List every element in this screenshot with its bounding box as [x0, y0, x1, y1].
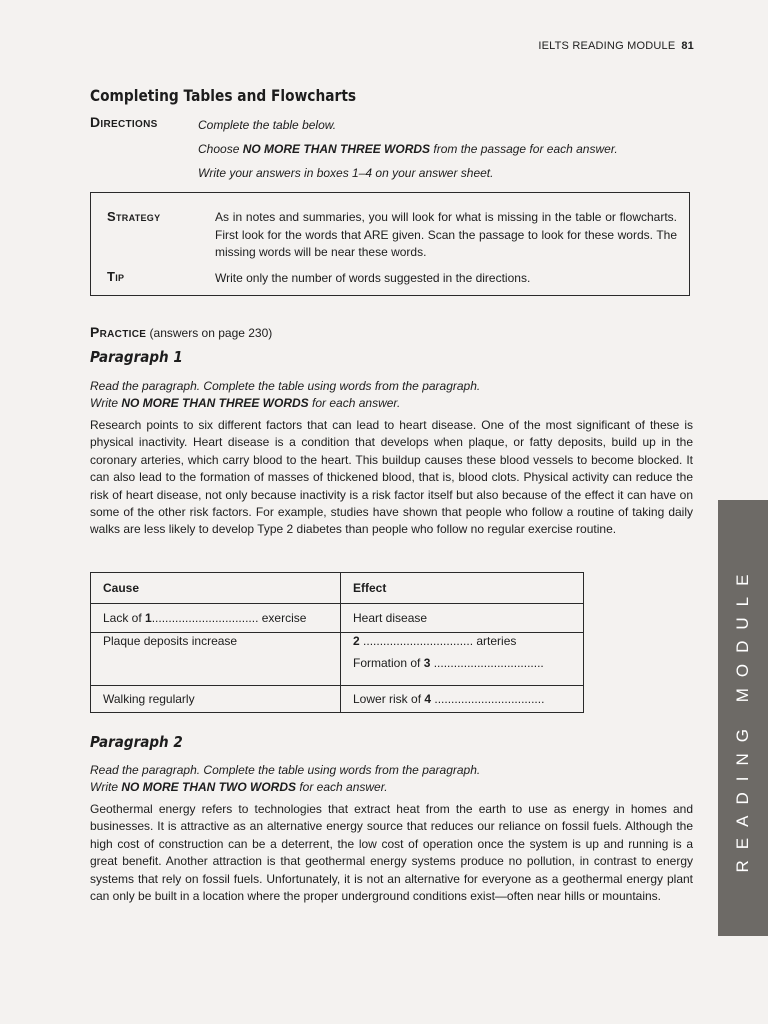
reading-module-side-tab — [718, 500, 768, 936]
table-cell: Plaque deposits increase — [91, 633, 341, 686]
practice-label: Practice — [90, 324, 147, 340]
table-row — [91, 633, 584, 686]
word-limit: NO MORE THAN THREE WORDS — [242, 142, 431, 156]
paragraph-1-instructions: Read the paragraph. Complete the table using words from the paragraph. Write NO MORE THAN THREE WORDS for each answer. — [90, 379, 481, 410]
strategy-box — [90, 192, 690, 296]
cause-header: Cause — [91, 573, 341, 604]
table-cell: Heart disease — [341, 604, 584, 633]
answer-blank: ................................. — [430, 656, 544, 670]
module-name: IELTS READING MODULE — [538, 40, 676, 52]
paragraph-2-instructions: Read the paragraph. Complete the table using words from the paragraph. Write NO MORE THAN TWO WORDS for each answer. — [90, 763, 481, 794]
answer-number: 1 — [145, 611, 152, 625]
strategy-label: Strategy — [107, 209, 161, 224]
strategy-text: As in notes and summaries, you will look for what is missing in the table or flowcharts. First look for the words that ARE given. Scan the passage to look for these words. The missing words will be near these words. — [215, 210, 677, 259]
answer-number: 3 — [423, 656, 431, 670]
directions-line-3: Write your answers in boxes 1–4 on your answer sheet. — [198, 166, 494, 180]
table-cell: Lack of 1................................ exercise — [91, 604, 341, 633]
answer-table — [90, 572, 584, 713]
tip-label: Tip — [107, 269, 125, 284]
answer-blank: ................................. — [359, 634, 474, 648]
page-number: 81 — [681, 40, 694, 52]
table-cell: Lower risk of 4 ................................. — [341, 686, 584, 713]
paragraph-2-body: Geothermal energy refers to technologies that extract heat from the earth to use as energy in homes and businesses. It is attractive as an alternative energy source that reduces our reliance on fossil fuels. Although the high cost of construction can be a deterrent, the low cost of operation once the system is up and running is a great benefit. Another attraction is that geothermal energy systems produce no pollution, in contrast to energy systems that rely on fossil fuels. Unfortunately, it is not an alternative for everyone as a geothermal energy plant can only be built in a location where the proper underground conditions exist—often near hills or mountains. — [90, 802, 693, 904]
paragraph-1-body: Research points to six different factors that can lead to heart disease. One of the most significant of these is physical inactivity. Heart disease is a condition that develops when plaque, or fatty deposits, build up in the coronary arteries, which carry blood to the heart. This buildup causes these blood vessels to become blocked. It can also lead to the formation of masses of thickened blood, that is, blood clots. Physical activity can reduce the risk of heart disease, not only because inactivity is a risk factor itself but also because of the effect it can have on some of the other risk factors. For example, studies have shown that people who follow a routine of taking daily walks are less likely to develop Type 2 diabetes than people who follow no regular exercise routine. — [90, 418, 693, 537]
table-cell: Walking regularly — [91, 686, 341, 713]
answer-blank: ................................ — [151, 611, 259, 625]
directions-line-2: Choose NO MORE THAN THREE WORDS from the passage for each answer. — [198, 142, 618, 156]
effect-header: Effect — [341, 573, 584, 604]
tip-text: Write only the number of words suggested in the directions. — [215, 271, 531, 285]
practice-heading — [90, 324, 272, 340]
paragraph-1-heading: Paragraph 1 — [90, 348, 183, 366]
answer-number: 4 — [424, 692, 432, 706]
side-tab-label: READING MODULE — [733, 563, 752, 873]
answer-blank: ................................. — [431, 692, 545, 706]
directions-label: Directions — [90, 114, 158, 130]
answer-number: 2 — [353, 634, 360, 648]
section-title: Completing Tables and Flowcharts — [90, 86, 357, 105]
directions-line-1: Complete the table below. — [198, 118, 337, 132]
running-head — [538, 40, 694, 52]
table-row — [91, 604, 584, 633]
table-cell: 2 ................................. arteries Formation of 3 ................................. — [341, 633, 584, 686]
practice-note: (answers on page 230) — [149, 326, 273, 340]
table-header-row — [91, 573, 584, 604]
table-row — [91, 686, 584, 713]
paragraph-2-heading: Paragraph 2 — [90, 733, 183, 751]
